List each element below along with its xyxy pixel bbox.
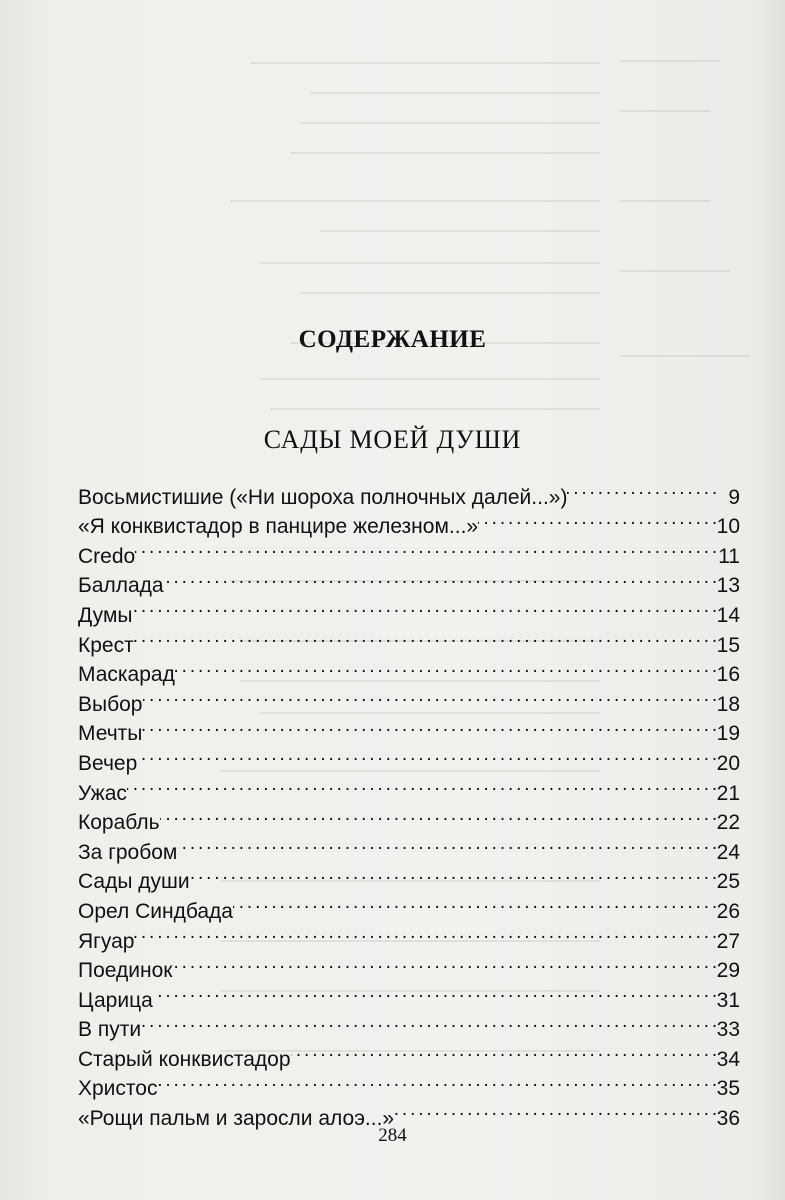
toc-entry xyxy=(78,652,740,687)
toc-entry xyxy=(78,474,740,509)
toc-entry-title: Сады души xyxy=(78,870,190,894)
toc-entry xyxy=(78,829,740,864)
toc-dot-leader xyxy=(134,622,716,652)
toc-entry-title: Старый конквистадор xyxy=(78,1047,291,1071)
toc-entry-page: 29 xyxy=(716,959,740,983)
toc-entry-title: Выбор xyxy=(78,692,143,716)
toc-entry-page: 25 xyxy=(716,870,740,894)
toc-entry-page: 27 xyxy=(716,929,740,953)
toc-entry-title: За гробом xyxy=(78,840,178,864)
toc-entry-page: 11 xyxy=(718,544,740,568)
toc-entry-title: Крест xyxy=(78,633,134,657)
toc-entry-title: Вечер xyxy=(78,751,138,775)
toc-entry-title: В пути xyxy=(78,1018,142,1042)
page-number: 284 xyxy=(378,1125,407,1146)
toc-entry-page: 36 xyxy=(716,1107,740,1131)
toc-dot-leader xyxy=(233,888,716,918)
toc-entry-page: 14 xyxy=(716,603,740,627)
toc-entry-page: 24 xyxy=(716,840,740,864)
toc-entry-page: 18 xyxy=(716,692,740,716)
toc-entry-title: Ягуар xyxy=(78,929,135,953)
toc-entry-title: Поединок xyxy=(78,959,173,983)
toc-dot-leader xyxy=(143,681,717,711)
toc-entry xyxy=(78,1036,740,1071)
toc-entry-title: Орел Синдбада xyxy=(78,899,233,923)
toc-dot-leader xyxy=(160,800,716,830)
toc-dot-leader xyxy=(567,474,716,504)
toc-dot-leader xyxy=(153,977,716,1007)
toc-entry-title: Маскарад xyxy=(78,663,175,687)
section-title: САДЫ МОЕЙ ДУШИ xyxy=(263,425,522,454)
toc-dot-leader xyxy=(394,1095,716,1125)
toc-entry xyxy=(78,592,740,627)
toc-entry-title: «Рощи пальм и заросли алоэ...» xyxy=(78,1107,395,1131)
toc-entry-title: «Я конквистадор в панцире железном...» xyxy=(78,515,479,539)
toc-entry-title: Корабль xyxy=(78,811,160,835)
toc-dot-leader xyxy=(135,533,716,563)
toc-entry-page: 16 xyxy=(716,663,740,687)
toc-dot-leader xyxy=(478,504,716,534)
toc-entry xyxy=(78,533,740,568)
toc-entry xyxy=(78,770,740,805)
toc-entry-title: Христос xyxy=(78,1077,158,1101)
toc-dot-leader xyxy=(177,829,716,859)
toc-entry-page: 26 xyxy=(716,899,740,923)
toc-entry-page: 15 xyxy=(716,633,740,657)
toc-entry-page: 20 xyxy=(716,751,740,775)
toc-entry-title: Баллада xyxy=(78,574,164,598)
toc-dot-leader xyxy=(142,711,716,741)
toc-entry xyxy=(78,1007,740,1042)
toc-entry xyxy=(78,1066,740,1101)
toc-entry-title: Восьмистишие («Ни шороха полночных далей...») xyxy=(78,485,568,509)
contents-heading: СОДЕРЖАНИЕ xyxy=(298,326,487,353)
toc-entry-title: Царица xyxy=(78,988,153,1012)
toc-dot-leader xyxy=(157,1066,716,1096)
toc-entry-page: 13 xyxy=(716,574,740,598)
toc-dot-leader xyxy=(190,859,716,889)
toc-dot-leader xyxy=(127,770,716,800)
toc-entry xyxy=(78,563,740,598)
toc-entry xyxy=(78,1095,740,1131)
toc-entry xyxy=(78,948,740,983)
toc-entry xyxy=(78,622,740,657)
toc-entry-page: 9 xyxy=(728,485,740,509)
toc-entry-page: 31 xyxy=(716,988,740,1012)
toc-dot-leader xyxy=(137,740,716,770)
toc-entry xyxy=(78,740,740,775)
toc-dot-leader xyxy=(141,1007,716,1037)
toc-entry-page: 22 xyxy=(716,811,740,835)
toc-dot-leader xyxy=(164,563,716,593)
toc-entry-page: 35 xyxy=(716,1077,740,1101)
toc-entry-title: Мечты xyxy=(78,722,143,746)
toc-dot-leader xyxy=(134,918,716,948)
toc-entry xyxy=(78,681,740,716)
toc-dot-leader xyxy=(132,592,716,622)
toc-entry xyxy=(78,711,740,746)
toc-entry-title: Думы xyxy=(78,603,133,627)
toc-entry-page: 19 xyxy=(716,722,740,746)
table-of-contents xyxy=(78,474,740,1131)
toc-entry xyxy=(78,918,740,953)
toc-entry-page: 10 xyxy=(716,515,740,539)
page-edge-shadow xyxy=(755,0,785,1200)
toc-entry-page: 33 xyxy=(716,1018,740,1042)
toc-entry xyxy=(78,800,740,835)
toc-entry-title: Credo xyxy=(78,544,136,568)
toc-entry-title: Ужас xyxy=(78,781,127,805)
toc-entry-page: 34 xyxy=(716,1047,740,1071)
toc-dot-leader xyxy=(291,1036,716,1066)
toc-dot-leader xyxy=(172,948,716,978)
toc-entry xyxy=(78,977,740,1012)
toc-entry-page: 21 xyxy=(716,781,740,805)
toc-dot-leader xyxy=(175,652,716,682)
